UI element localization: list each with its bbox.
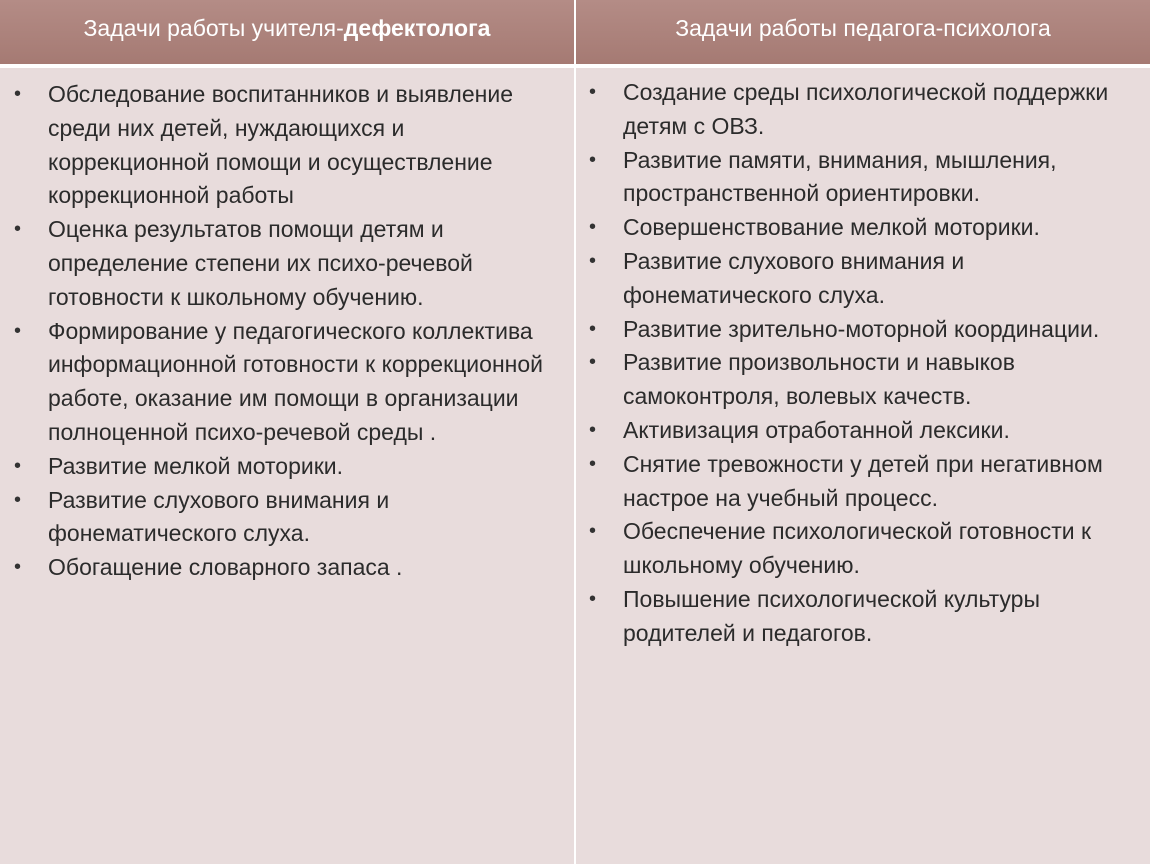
- list-item: • Развитие зрительно-моторной координации.: [623, 313, 1130, 347]
- bullet-icon: •: [589, 520, 597, 543]
- bullet-icon: •: [589, 148, 597, 171]
- bullet-icon: •: [589, 317, 597, 340]
- header-defectologist-emphasis: дефектолога: [343, 15, 491, 41]
- list-item: • Развитие слухового внимания и фонематического слуха.: [623, 245, 1130, 313]
- list-item: • Развитие слухового внимания и фонематического слуха.: [48, 484, 562, 552]
- bullet-icon: •: [589, 216, 597, 239]
- psychologist-tasks-column: [576, 68, 1150, 864]
- list-item: • Оценка результатов помощи детям и определение степени их психо-речевой готовности к школьному обучению.: [48, 213, 562, 314]
- list-item: • Формирование у педагогического коллектива информационной готовности к коррекционной работе, оказание им помощи в организации полноценной психо-речевой среды .: [48, 315, 562, 450]
- list-item: • Снятие тревожности у детей при негативном настрое на учебный процесс.: [623, 448, 1130, 516]
- bullet-icon: •: [589, 351, 597, 374]
- list-item: • Обеспечение психологической готовности к школьному обучению.: [623, 515, 1130, 583]
- bullet-icon: •: [14, 454, 22, 477]
- bullet-icon: •: [589, 249, 597, 272]
- bullet-icon: •: [14, 319, 22, 342]
- bullet-icon: •: [589, 418, 597, 441]
- defectologist-tasks-column: [0, 68, 574, 864]
- bullet-icon: •: [14, 488, 22, 511]
- bullet-icon: •: [589, 587, 597, 610]
- list-item: • Создание среды психологической поддержки детям с ОВЗ.: [623, 76, 1130, 144]
- bullet-icon: •: [589, 452, 597, 475]
- bullet-icon: •: [14, 83, 22, 105]
- bullet-icon: •: [14, 218, 22, 241]
- list-item: • Обогащение словарного запаса .: [48, 551, 562, 585]
- list-item: • Развитие произвольности и навыков самоконтроля, волевых качеств.: [623, 346, 1130, 414]
- list-item: • Развитие мелкой моторики.: [48, 450, 562, 484]
- list-item: • Совершенствование мелкой моторики.: [623, 211, 1130, 245]
- header-psychologist: Задачи работы педагога-психолога: [576, 0, 1150, 64]
- list-item: • Обследование воспитанников и выявление среди них детей, нуждающихся и коррекционной помощи и осуществление коррекционной работы: [48, 78, 562, 213]
- header-defectologist: [0, 0, 574, 64]
- header-defectologist-prefix: Задачи работы учителя-: [83, 15, 344, 41]
- list-item: • Развитие памяти, внимания, мышления, пространственной ориентировки.: [623, 144, 1130, 212]
- bullet-icon: •: [14, 556, 22, 579]
- list-item: • Активизация отработанной лексики.: [623, 414, 1130, 448]
- bullet-icon: •: [589, 81, 597, 103]
- list-item: • Повышение психологической культуры родителей и педагогов.: [623, 583, 1130, 651]
